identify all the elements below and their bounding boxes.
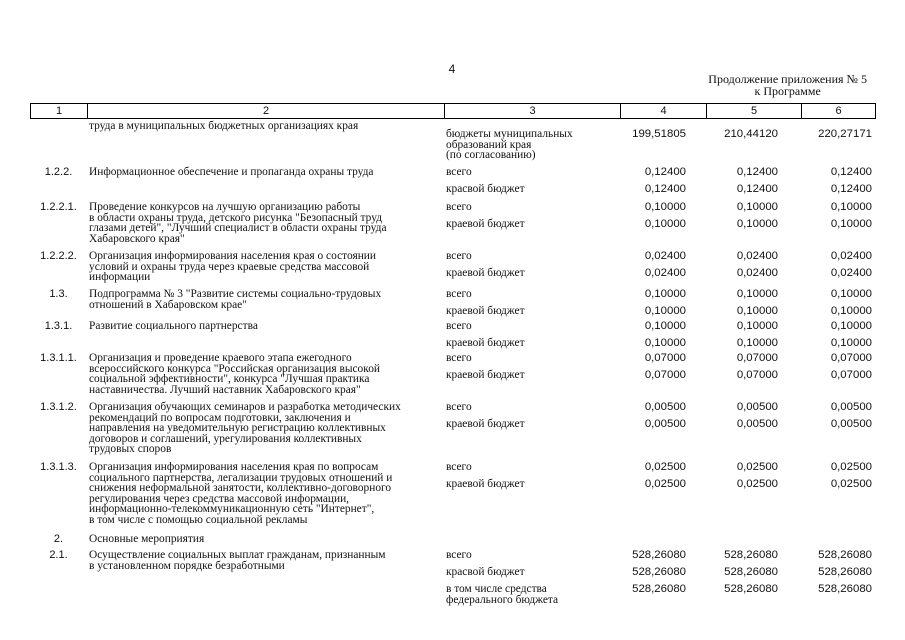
- page-number: 4: [448, 62, 456, 76]
- funding-line: [30, 402, 876, 418]
- funding-line: [30, 353, 876, 369]
- funding-source: всего: [446, 288, 472, 300]
- row-number: 1.3.: [49, 288, 68, 300]
- value-v6: 0,10000: [830, 337, 872, 349]
- value-v5: 210,44120: [724, 128, 778, 140]
- row-number: 1.3.1.: [44, 320, 73, 332]
- value-v4: 0,10000: [644, 288, 686, 300]
- funding-line: [30, 167, 876, 183]
- value-v5: 0,12400: [736, 183, 778, 195]
- funding-line: [30, 462, 876, 478]
- funding-source: бюджеты муниципальных образований края (по согласованию): [446, 128, 573, 161]
- funding-line: [30, 567, 876, 583]
- funding-line: [30, 479, 876, 495]
- value-v4: 0,00500: [644, 418, 686, 430]
- value-v5: 0,02500: [736, 478, 778, 490]
- funding-source: краевой бюджет: [446, 305, 525, 317]
- column-header-2: 2: [88, 104, 445, 118]
- column-header-6: 6: [835, 105, 842, 117]
- funding-source: краевой бюджет: [446, 267, 525, 279]
- value-v5: 0,02400: [736, 250, 778, 262]
- value-v4: 0,07000: [644, 352, 686, 364]
- value-v5: 0,02500: [736, 461, 778, 473]
- funding-line: [30, 370, 876, 386]
- value-v4: 0,02500: [644, 461, 686, 473]
- value-v5: 0,10000: [736, 218, 778, 230]
- value-v4: 0,10000: [644, 201, 686, 213]
- funding-line: [30, 128, 876, 161]
- value-v4: 199,51805: [632, 128, 686, 140]
- row-number: 2.: [53, 533, 64, 545]
- value-v5: 0,00500: [736, 401, 778, 413]
- value-v5: 0,10000: [736, 337, 778, 349]
- value-v6: 0,02400: [830, 267, 872, 279]
- column-header-5: 5: [707, 104, 802, 118]
- funding-source: краевой бюджет: [446, 369, 525, 381]
- value-v6: 220,27171: [818, 128, 872, 140]
- funding-source: всего: [446, 549, 472, 561]
- value-v4: 0,12400: [644, 166, 686, 178]
- funding-source: всего: [446, 201, 472, 213]
- funding-line: [30, 289, 876, 305]
- funding-source: всего: [446, 352, 472, 364]
- value-v6: 0,00500: [830, 401, 872, 413]
- value-v5: 0,02400: [736, 267, 778, 279]
- row-name: Осуществление социальных выплат гражданам, признанным в установленном порядке безработными: [89, 549, 386, 572]
- row-name: Организация информирования населения края о состоянии условий и охраны труда через краевые средства массовой информации: [89, 250, 376, 283]
- value-v6: 528,26080: [818, 549, 872, 561]
- funding-line: [30, 321, 876, 337]
- value-v4: 528,26080: [632, 566, 686, 578]
- value-v6: 528,26080: [818, 566, 872, 578]
- row-name: труда в муниципальных бюджетных организациях края: [89, 120, 359, 132]
- funding-source: всего: [446, 461, 472, 473]
- value-v6: 0,10000: [830, 305, 872, 317]
- row-number: 2.1.: [49, 549, 68, 561]
- value-v5: 528,26080: [724, 583, 778, 595]
- value-v4: 0,02400: [644, 250, 686, 262]
- row-number: 1.2.2.2.: [40, 250, 77, 262]
- funding-line: [30, 251, 876, 267]
- value-v6: 528,26080: [818, 583, 872, 595]
- value-v6: 0,12400: [830, 166, 872, 178]
- value-v5: 0,07000: [736, 369, 778, 381]
- value-v6: 0,10000: [830, 218, 872, 230]
- value-v4: 0,02500: [644, 478, 686, 490]
- funding-line: [30, 219, 876, 235]
- value-v6: 0,07000: [830, 369, 872, 381]
- row-name: Проведение конкурсов на лучшую организацию работы в области охраны труда, детского рисунка "Безопасный труд глазами детей", "Лучший специалист в области охраны труда Хабаровского края": [89, 201, 387, 245]
- value-v4: 0,10000: [644, 218, 686, 230]
- value-v6: 0,02400: [830, 250, 872, 262]
- funding-source: красвой бюджет: [446, 566, 525, 578]
- funding-source: краевой бюджет: [446, 418, 525, 430]
- funding-line: [30, 419, 876, 435]
- funding-line: [30, 550, 876, 566]
- funding-line: [30, 184, 876, 200]
- value-v4: 0,12400: [644, 183, 686, 195]
- value-v5: 0,07000: [736, 352, 778, 364]
- funding-source: всего: [446, 166, 472, 178]
- column-header-4: 4: [621, 104, 707, 118]
- row-number: 1.3.1.1.: [40, 352, 77, 364]
- value-v4: 0,10000: [644, 337, 686, 349]
- appendix-note-line1: Продолжение приложения № 5: [708, 72, 867, 86]
- value-v6: 0,10000: [830, 320, 872, 332]
- value-v5: 0,00500: [736, 418, 778, 430]
- row-name: Организация информирования населения края по вопросам социального партнерства, легализации трудовых отношений и снижения неформальной занятости, коллективно-договорного регулирования через средства массовой информации, информационно-телекоммуникационную сеть "Интернет", в том числе с помощью социальной рекламы: [89, 461, 393, 526]
- row-number: 1.2.2.1.: [40, 201, 77, 213]
- value-v6: 0,12400: [830, 183, 872, 195]
- row-number: 1.3.1.3.: [40, 461, 77, 473]
- row-number: 1.3.1.2.: [40, 401, 77, 413]
- appendix-note: [708, 73, 867, 97]
- value-v5: 0,10000: [736, 305, 778, 317]
- value-v6: 0,02500: [830, 478, 872, 490]
- row-name: Основные мероприятия: [89, 533, 205, 545]
- funding-source: краевой бюджет: [446, 478, 525, 490]
- funding-source: в том числе средства федерального бюджета: [446, 583, 559, 606]
- value-v6: 0,10000: [830, 288, 872, 300]
- column-header-1: 1: [31, 104, 88, 118]
- value-v5: 0,10000: [736, 288, 778, 300]
- funding-source: всего: [446, 320, 472, 332]
- funding-source: краевой бюджет: [446, 337, 525, 349]
- value-v4: 0,07000: [644, 369, 686, 381]
- value-v5: 0,12400: [736, 166, 778, 178]
- row-name: Организация и проведение краевого этапа ежегодного всероссийского конкурса "Российская организация высокой социальной эффективности", конкурса "Лучшая практика наставничества. Лучший наставник Хабаровского края": [89, 352, 380, 396]
- value-v6: 0,10000: [830, 201, 872, 213]
- row-name: Организация обучающих семинаров и разработка методических рекомендаций по вопросам подготовки, заключения и направления на уведомительную регистрацию коллективных договоров и соглашений, урегулирования коллективных трудовых споров: [89, 401, 401, 455]
- value-v5: 0,10000: [736, 320, 778, 332]
- row-name: Подпрограмма № 3 "Развитие системы социально-трудовых отношений в Хабаровском крае": [89, 288, 382, 311]
- funding-source: краевой бюджет: [446, 218, 525, 230]
- value-v6: 0,02500: [830, 461, 872, 473]
- value-v5: 528,26080: [724, 566, 778, 578]
- value-v4: 0,02400: [644, 267, 686, 279]
- funding-line: [30, 268, 876, 284]
- table-header-row: [30, 103, 876, 119]
- value-v4: 528,26080: [632, 583, 686, 595]
- appendix-note-line2: к Программе: [754, 84, 821, 98]
- value-v4: 0,10000: [644, 305, 686, 317]
- funding-source: всего: [446, 401, 472, 413]
- value-v4: 0,00500: [644, 401, 686, 413]
- funding-source: красвой бюджет: [446, 183, 525, 195]
- value-v6: 0,07000: [830, 352, 872, 364]
- funding-source: всего: [446, 250, 472, 262]
- row-number: 1.2.2.: [44, 166, 73, 178]
- column-header-3: 3: [445, 104, 621, 118]
- funding-line: [30, 202, 876, 218]
- funding-line: [30, 583, 876, 606]
- value-v4: 528,26080: [632, 549, 686, 561]
- value-v5: 528,26080: [724, 549, 778, 561]
- row-name: Развитие социального партнерства: [89, 320, 258, 332]
- row-name: Информационное обеспечение и пропаганда охраны труда: [89, 166, 374, 178]
- value-v4: 0,10000: [644, 320, 686, 332]
- value-v5: 0,10000: [736, 201, 778, 213]
- value-v6: 0,00500: [830, 418, 872, 430]
